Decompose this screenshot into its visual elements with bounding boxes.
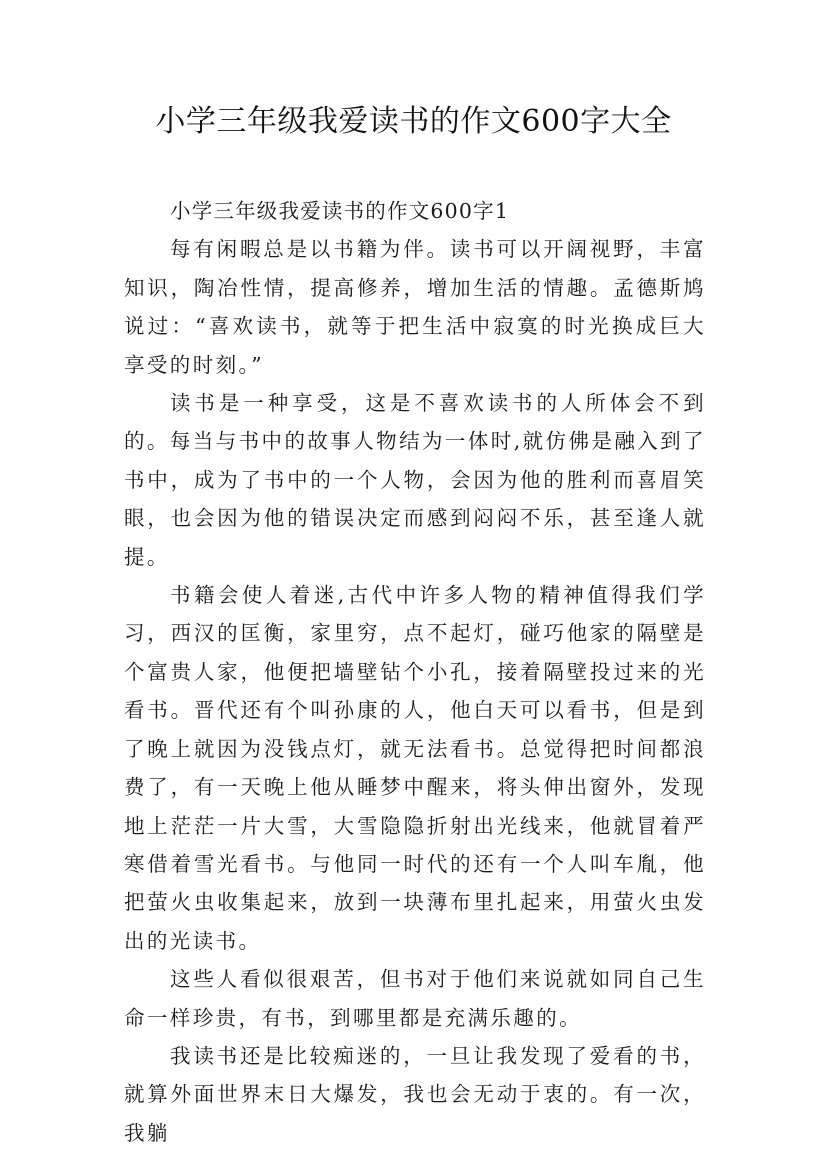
paragraph-5: 我读书还是比较痴迷的，一旦让我发现了爱看的书，就算外面世界末日大爆发，我也会无动于衷的。有一次，我躺 <box>124 1043 706 1145</box>
document-body <box>124 192 706 1152</box>
paragraph-1: 每有闲暇总是以书籍为伴。读书可以开阔视野，丰富知识，陶冶性情，提高修养，增加生活的情趣。孟德斯鸠说过：“喜欢读书，就等于把生活中寂寞的时光换成巨大享受的时刻。” <box>124 237 706 377</box>
paragraph-4: 这些人看似很艰苦，但书对于他们来说就如同自己生命一样珍贵，有书，到哪里都是充满乐趣的。 <box>124 967 706 1030</box>
paragraph-2: 读书是一种享受，这是不喜欢读书的人所体会不到的。每当与书中的故事人物结为一体时,就仿佛是融入到了书中，成为了书中的一个人物，会因为他的胜利而喜眉笑眼，也会因为他的错误决定而感到闷闷不乐，甚至逢人就提。 <box>124 391 706 569</box>
document-title: 小学三年级我爱读书的作文600字大全 <box>155 104 672 139</box>
paragraph-3: 书籍会使人着迷,古代中许多人物的精神值得我们学习，西汉的匡衡，家里穷，点不起灯，碰巧他家的隔壁是个富贵人家，他便把墙壁钻个小孔，接着隔壁投过来的光看书。晋代还有个叫孙康的人，他白天可以看书，但是到了晚上就因为没钱点灯，就无法看书。总觉得把时间都浪费了，有一天晚上他从睡梦中醒来，将头伸出窗外，发现地上茫茫一片大雪，大雪隐隐折射出光线来，他就冒着严寒借着雪光看书。与他同一时代的还有一个人叫车胤，他把萤火虫收集起来，放到一块薄布里扎起来，用萤火虫发出的光读书。 <box>124 583 706 953</box>
essay-subtitle: 小学三年级我爱读书的作文600字1 <box>170 199 510 223</box>
